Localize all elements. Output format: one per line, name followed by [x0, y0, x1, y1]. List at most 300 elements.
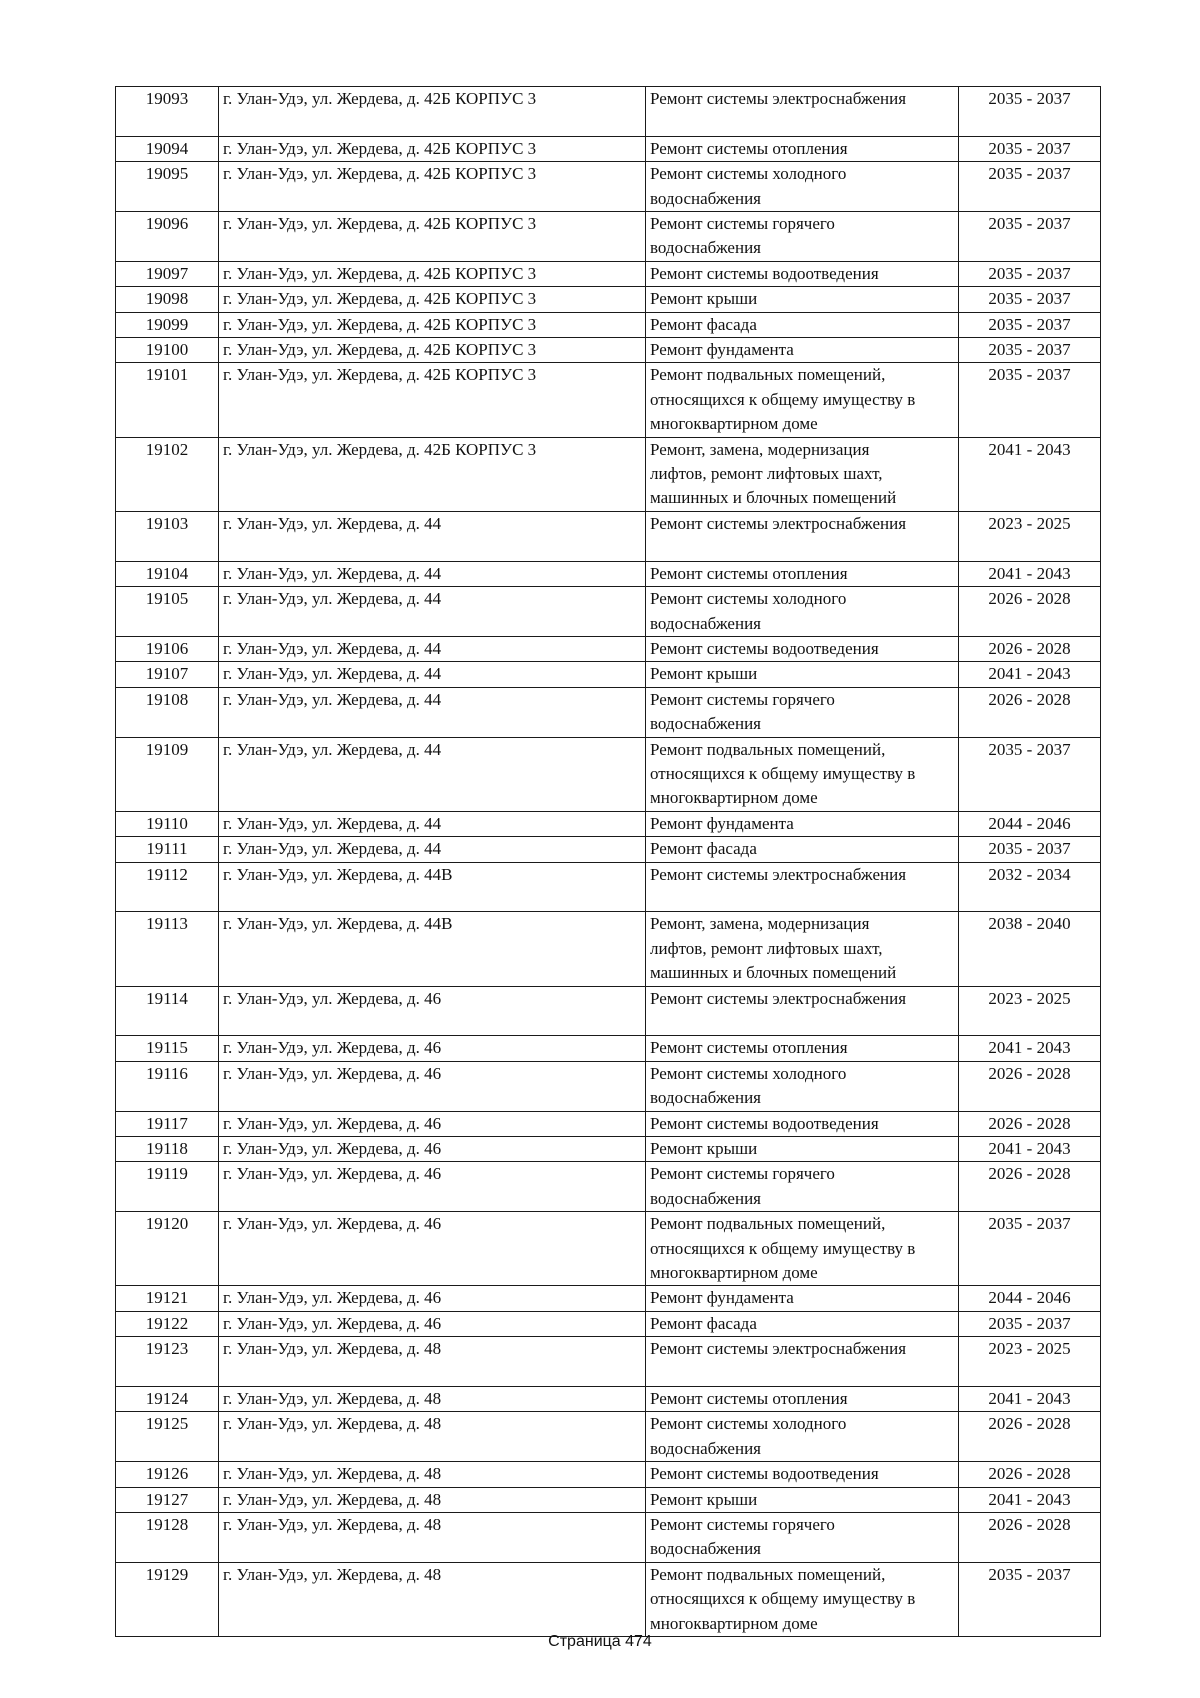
- period-text: 2035 - 2037: [988, 214, 1071, 234]
- work-type-cell: [646, 1387, 959, 1412]
- row-number-text: 19102: [145, 439, 189, 459]
- period-cell: [959, 912, 1101, 986]
- address-cell: [219, 1061, 646, 1111]
- row-number-cell: [116, 737, 219, 811]
- row-number-cell: [116, 1212, 219, 1286]
- address-text: г. Улан-Удэ, ул. Жердева, д. 46: [223, 1038, 442, 1058]
- row-number-cell: [116, 136, 219, 161]
- row-number-text: 19124: [145, 1389, 189, 1409]
- row-number-text: 19105: [145, 589, 189, 609]
- work-type-text: Ремонт системы водоотведения: [650, 1113, 879, 1133]
- address-cell: [219, 1311, 646, 1336]
- address-cell: [219, 811, 646, 836]
- address-text: г. Улан-Удэ, ул. Жердева, д. 46: [223, 1063, 442, 1083]
- work-type-text: Ремонт системы электроснабжения: [650, 513, 907, 533]
- row-number-text: 19094: [145, 138, 189, 158]
- period-text: 2035 - 2037: [988, 314, 1071, 334]
- address-text: г. Улан-Удэ, ул. Жердева, д. 48: [223, 1464, 442, 1484]
- row-number-text: 19129: [145, 1564, 189, 1584]
- period-cell: [959, 1311, 1101, 1336]
- period-cell: [959, 1061, 1101, 1111]
- row-number-cell: [116, 1562, 219, 1636]
- address-cell: [219, 312, 646, 337]
- address-cell: [219, 912, 646, 986]
- address-text: г. Улан-Удэ, ул. Жердева, д. 46: [223, 1139, 442, 1158]
- table-row: [116, 1487, 1101, 1512]
- repair-schedule-table: [115, 86, 1101, 1637]
- address-text: г. Улан-Удэ, ул. Жердева, д. 44: [223, 739, 442, 759]
- table-row: [116, 687, 1101, 737]
- work-type-cell: [646, 312, 959, 337]
- work-type-cell: [646, 587, 959, 637]
- address-text: г. Улан-Удэ, ул. Жердева, д. 48: [223, 1389, 442, 1409]
- work-type-cell: [646, 87, 959, 137]
- period-cell: [959, 811, 1101, 836]
- row-number-text: 19096: [145, 214, 189, 234]
- table-row: [116, 1462, 1101, 1487]
- address-cell: [219, 1387, 646, 1412]
- address-text: г. Улан-Удэ, ул. Жердева, д. 46: [223, 1313, 442, 1333]
- period-text: 2038 - 2040: [988, 914, 1071, 934]
- address-cell: [219, 1036, 646, 1061]
- work-type-text: Ремонт системы отопления: [650, 1389, 848, 1409]
- address-text: г. Улан-Удэ, ул. Жердева, д. 44: [223, 689, 442, 709]
- period-cell: [959, 212, 1101, 262]
- row-number-cell: [116, 1311, 219, 1336]
- period-text: 2035 - 2037: [988, 89, 1071, 108]
- table-row: [116, 811, 1101, 836]
- address-text: г. Улан-Удэ, ул. Жердева, д. 42Б КОРПУС 3: [223, 164, 537, 184]
- work-type-cell: [646, 737, 959, 811]
- work-type-text: Ремонт системы электроснабжения: [650, 988, 907, 1008]
- row-number-text: 19101: [145, 365, 189, 385]
- address-text: г. Улан-Удэ, ул. Жердева, д. 46: [223, 1288, 442, 1308]
- period-text: 2026 - 2028: [988, 1113, 1071, 1133]
- table-row: [116, 1212, 1101, 1286]
- work-type-text: Ремонт системы электроснабжения: [650, 1339, 907, 1359]
- address-text: г. Улан-Удэ, ул. Жердева, д. 44: [223, 589, 442, 609]
- row-number-text: 19117: [146, 1113, 188, 1133]
- row-number-text: 19099: [145, 314, 189, 334]
- work-type-cell: [646, 1412, 959, 1462]
- address-cell: [219, 511, 646, 561]
- address-cell: [219, 636, 646, 661]
- row-number-cell: [116, 312, 219, 337]
- period-cell: [959, 1513, 1101, 1563]
- table-row: [116, 1036, 1101, 1061]
- row-number-cell: [116, 212, 219, 262]
- table-row: [116, 1337, 1101, 1387]
- work-type-text: Ремонт системы электроснабжения: [650, 89, 907, 108]
- table-row: [116, 1111, 1101, 1136]
- work-type-cell: [646, 162, 959, 212]
- period-cell: [959, 1562, 1101, 1636]
- period-text: 2023 - 2025: [988, 513, 1071, 533]
- period-text: 2026 - 2028: [988, 1464, 1071, 1484]
- table-row: [116, 338, 1101, 363]
- row-number-cell: [116, 1387, 219, 1412]
- work-type-cell: [646, 1286, 959, 1311]
- table-row: [116, 636, 1101, 661]
- table-row: [116, 1061, 1101, 1111]
- period-text: 2035 - 2037: [988, 138, 1071, 158]
- work-type-cell: [646, 338, 959, 363]
- row-number-text: 19118: [146, 1139, 188, 1158]
- period-text: 2041 - 2043: [988, 1489, 1071, 1509]
- period-text: 2035 - 2037: [988, 1214, 1071, 1234]
- period-cell: [959, 862, 1101, 912]
- work-type-text: Ремонт системы холодного водоснабжения: [650, 1063, 847, 1108]
- work-type-cell: [646, 511, 959, 561]
- row-number-text: 19127: [145, 1489, 189, 1509]
- period-text: 2032 - 2034: [988, 864, 1071, 884]
- table-row: [116, 561, 1101, 586]
- work-type-cell: [646, 136, 959, 161]
- period-text: 2026 - 2028: [988, 589, 1071, 609]
- address-cell: [219, 1562, 646, 1636]
- row-number-text: 19121: [145, 1288, 189, 1308]
- work-type-cell: [646, 837, 959, 862]
- period-cell: [959, 1212, 1101, 1286]
- row-number-text: 19109: [145, 739, 189, 759]
- work-type-cell: [646, 912, 959, 986]
- work-type-text: Ремонт подвальных помещений, относящихся к общему имуществу в многоквартирном доме: [650, 365, 916, 434]
- period-cell: [959, 162, 1101, 212]
- period-text: 2041 - 2043: [988, 1038, 1071, 1058]
- period-text: 2035 - 2037: [988, 289, 1071, 309]
- work-type-cell: [646, 1337, 959, 1387]
- address-text: г. Улан-Удэ, ул. Жердева, д. 44: [223, 638, 442, 658]
- work-type-cell: [646, 862, 959, 912]
- address-cell: [219, 1487, 646, 1512]
- row-number-cell: [116, 1337, 219, 1387]
- address-cell: [219, 212, 646, 262]
- work-type-text: Ремонт системы водоотведения: [650, 263, 879, 283]
- row-number-text: 19107: [145, 664, 189, 684]
- row-number-cell: [116, 1036, 219, 1061]
- row-number-text: 19125: [145, 1414, 189, 1434]
- address-cell: [219, 437, 646, 511]
- row-number-text: 19100: [145, 340, 189, 360]
- row-number-text: 19110: [146, 813, 188, 833]
- work-type-cell: [646, 287, 959, 312]
- row-number-cell: [116, 511, 219, 561]
- address-cell: [219, 1162, 646, 1212]
- row-number-cell: [116, 811, 219, 836]
- address-cell: [219, 1412, 646, 1462]
- work-type-cell: [646, 1212, 959, 1286]
- address-cell: [219, 737, 646, 811]
- row-number-text: 19097: [145, 263, 189, 283]
- address-text: г. Улан-Удэ, ул. Жердева, д. 44: [223, 664, 442, 684]
- period-cell: [959, 1111, 1101, 1136]
- work-type-cell: [646, 1162, 959, 1212]
- address-text: г. Улан-Удэ, ул. Жердева, д. 42Б КОРПУС 3: [223, 138, 537, 158]
- period-cell: [959, 1036, 1101, 1061]
- table-row: [116, 87, 1101, 137]
- address-text: г. Улан-Удэ, ул. Жердева, д. 48: [223, 1414, 442, 1434]
- row-number-cell: [116, 862, 219, 912]
- period-text: 2035 - 2037: [988, 340, 1071, 360]
- work-type-cell: [646, 1562, 959, 1636]
- address-cell: [219, 662, 646, 687]
- period-text: 2044 - 2046: [988, 1288, 1071, 1308]
- period-text: 2023 - 2025: [988, 1339, 1071, 1359]
- address-cell: [219, 986, 646, 1036]
- work-type-text: Ремонт системы водоотведения: [650, 1464, 879, 1484]
- address-cell: [219, 1111, 646, 1136]
- row-number-cell: [116, 162, 219, 212]
- period-cell: [959, 1337, 1101, 1387]
- period-cell: [959, 561, 1101, 586]
- period-cell: [959, 837, 1101, 862]
- address-cell: [219, 1513, 646, 1563]
- row-number-text: 19126: [145, 1464, 189, 1484]
- table-row: [116, 511, 1101, 561]
- work-type-text: Ремонт системы холодного водоснабжения: [650, 1414, 847, 1458]
- period-text: 2035 - 2037: [988, 263, 1071, 283]
- table-row: [116, 1162, 1101, 1212]
- row-number-cell: [116, 1061, 219, 1111]
- address-text: г. Улан-Удэ, ул. Жердева, д. 44В: [223, 914, 453, 934]
- period-text: 2026 - 2028: [988, 638, 1071, 658]
- table-row: [116, 162, 1101, 212]
- address-cell: [219, 687, 646, 737]
- period-text: 2041 - 2043: [988, 1139, 1071, 1158]
- period-text: 2041 - 2043: [988, 563, 1071, 583]
- row-number-text: 19116: [146, 1063, 188, 1083]
- row-number-text: 19122: [145, 1313, 189, 1333]
- address-text: г. Улан-Удэ, ул. Жердева, д. 42Б КОРПУС 3: [223, 314, 537, 334]
- table-row: [116, 1513, 1101, 1563]
- period-cell: [959, 986, 1101, 1036]
- period-cell: [959, 687, 1101, 737]
- address-text: г. Улан-Удэ, ул. Жердева, д. 42Б КОРПУС 3: [223, 89, 537, 108]
- work-type-text: Ремонт системы горячего водоснабжения: [650, 689, 835, 734]
- row-number-text: 19123: [145, 1339, 189, 1359]
- row-number-cell: [116, 636, 219, 661]
- period-text: 2035 - 2037: [988, 1313, 1071, 1333]
- period-cell: [959, 87, 1101, 137]
- period-cell: [959, 437, 1101, 511]
- work-type-cell: [646, 687, 959, 737]
- row-number-cell: [116, 986, 219, 1036]
- period-cell: [959, 1162, 1101, 1212]
- row-number-text: 19103: [145, 513, 189, 533]
- row-number-text: 19113: [146, 914, 188, 934]
- work-type-cell: [646, 636, 959, 661]
- period-cell: [959, 1462, 1101, 1487]
- work-type-text: Ремонт фасада: [650, 1313, 757, 1333]
- period-text: 2041 - 2043: [988, 1389, 1071, 1409]
- address-text: г. Улан-Удэ, ул. Жердева, д. 46: [223, 1164, 442, 1184]
- row-number-cell: [116, 912, 219, 986]
- row-number-cell: [116, 87, 219, 137]
- row-number-cell: [116, 587, 219, 637]
- work-type-text: Ремонт крыши: [650, 1139, 758, 1158]
- row-number-text: 19095: [145, 164, 189, 184]
- work-type-cell: [646, 1036, 959, 1061]
- address-text: г. Улан-Удэ, ул. Жердева, д. 48: [223, 1489, 442, 1509]
- address-text: г. Улан-Удэ, ул. Жердева, д. 48: [223, 1515, 442, 1535]
- address-cell: [219, 837, 646, 862]
- table-row: [116, 862, 1101, 912]
- period-text: 2026 - 2028: [988, 1414, 1071, 1434]
- address-cell: [219, 136, 646, 161]
- table-row: [116, 912, 1101, 986]
- row-number-cell: [116, 287, 219, 312]
- period-text: 2035 - 2037: [988, 1564, 1071, 1584]
- address-cell: [219, 1337, 646, 1387]
- row-number-cell: [116, 687, 219, 737]
- row-number-cell: [116, 1162, 219, 1212]
- address-text: г. Улан-Удэ, ул. Жердева, д. 42Б КОРПУС 3: [223, 263, 537, 283]
- row-number-cell: [116, 662, 219, 687]
- work-type-text: Ремонт крыши: [650, 1489, 758, 1509]
- work-type-text: Ремонт подвальных помещений, относящихся к общему имуществу в многоквартирном доме: [650, 1564, 916, 1633]
- address-cell: [219, 261, 646, 286]
- period-text: 2026 - 2028: [988, 1063, 1071, 1083]
- address-text: г. Улан-Удэ, ул. Жердева, д. 42Б КОРПУС 3: [223, 365, 537, 385]
- period-cell: [959, 1412, 1101, 1462]
- period-cell: [959, 261, 1101, 286]
- work-type-text: Ремонт крыши: [650, 289, 758, 309]
- period-cell: [959, 1286, 1101, 1311]
- work-type-cell: [646, 1487, 959, 1512]
- row-number-text: 19112: [146, 864, 188, 884]
- row-number-text: 19111: [146, 839, 188, 859]
- period-cell: [959, 338, 1101, 363]
- work-type-cell: [646, 1311, 959, 1336]
- row-number-cell: [116, 1462, 219, 1487]
- work-type-cell: [646, 1111, 959, 1136]
- address-cell: [219, 1462, 646, 1487]
- row-number-cell: [116, 261, 219, 286]
- address-text: г. Улан-Удэ, ул. Жердева, д. 46: [223, 1214, 442, 1234]
- period-cell: [959, 136, 1101, 161]
- address-cell: [219, 87, 646, 137]
- work-type-text: Ремонт системы отопления: [650, 563, 848, 583]
- work-type-cell: [646, 1462, 959, 1487]
- address-text: г. Улан-Удэ, ул. Жердева, д. 44В: [223, 864, 453, 884]
- work-type-text: Ремонт, замена, модернизация лифтов, ремонт лифтовых шахт, машинных и блочных помещений: [650, 439, 897, 508]
- work-type-text: Ремонт системы водоотведения: [650, 638, 879, 658]
- row-number-cell: [116, 1513, 219, 1563]
- period-text: 2035 - 2037: [988, 365, 1071, 385]
- row-number-cell: [116, 1487, 219, 1512]
- period-text: 2035 - 2037: [988, 739, 1071, 759]
- address-text: г. Улан-Удэ, ул. Жердева, д. 42Б КОРПУС 3: [223, 439, 537, 459]
- table-row: [116, 212, 1101, 262]
- table-row: [116, 363, 1101, 437]
- row-number-cell: [116, 1412, 219, 1462]
- address-cell: [219, 561, 646, 586]
- table-row: [116, 737, 1101, 811]
- page-number: Страница 474: [548, 1633, 652, 1650]
- work-type-text: Ремонт системы горячего водоснабжения: [650, 1164, 835, 1208]
- table-row: [116, 287, 1101, 312]
- work-type-text: Ремонт подвальных помещений, относящихся к общему имуществу в многоквартирном доме: [650, 739, 916, 808]
- period-cell: [959, 1387, 1101, 1412]
- table-row: [116, 837, 1101, 862]
- period-text: 2026 - 2028: [988, 1515, 1071, 1535]
- period-text: 2035 - 2037: [988, 164, 1071, 184]
- row-number-cell: [116, 1286, 219, 1311]
- address-text: г. Улан-Удэ, ул. Жердева, д. 46: [223, 1113, 442, 1133]
- work-type-cell: [646, 261, 959, 286]
- work-type-text: Ремонт фундамента: [650, 1288, 794, 1308]
- work-type-text: Ремонт системы горячего водоснабжения: [650, 214, 835, 258]
- work-type-cell: [646, 1061, 959, 1111]
- period-text: 2023 - 2025: [988, 988, 1071, 1008]
- row-number-cell: [116, 837, 219, 862]
- work-type-text: Ремонт системы отопления: [650, 1038, 848, 1058]
- work-type-cell: [646, 986, 959, 1036]
- address-cell: [219, 1286, 646, 1311]
- work-type-cell: [646, 662, 959, 687]
- table-row: [116, 1387, 1101, 1412]
- work-type-text: Ремонт фасада: [650, 839, 757, 859]
- work-type-text: Ремонт системы холодного водоснабжения: [650, 589, 847, 633]
- address-text: г. Улан-Удэ, ул. Жердева, д. 46: [223, 988, 442, 1008]
- address-text: г. Улан-Удэ, ул. Жердева, д. 42Б КОРПУС 3: [223, 214, 537, 234]
- work-type-cell: [646, 1513, 959, 1563]
- work-type-text: Ремонт системы отопления: [650, 138, 848, 158]
- period-text: 2026 - 2028: [988, 689, 1071, 709]
- period-cell: [959, 1137, 1101, 1162]
- table-row: [116, 1562, 1101, 1636]
- period-text: 2041 - 2043: [988, 439, 1071, 459]
- work-type-text: Ремонт фундамента: [650, 813, 794, 833]
- table-row: [116, 261, 1101, 286]
- work-type-text: Ремонт крыши: [650, 664, 758, 684]
- table-row: [116, 662, 1101, 687]
- row-number-cell: [116, 561, 219, 586]
- work-type-text: Ремонт системы горячего водоснабжения: [650, 1515, 835, 1559]
- address-cell: [219, 1137, 646, 1162]
- table-body: [116, 87, 1101, 1637]
- table-row: [116, 1137, 1101, 1162]
- address-text: г. Улан-Удэ, ул. Жердева, д. 44: [223, 513, 442, 533]
- table-row: [116, 437, 1101, 511]
- address-cell: [219, 862, 646, 912]
- row-number-text: 19104: [145, 563, 189, 583]
- row-number-cell: [116, 338, 219, 363]
- table-row: [116, 1412, 1101, 1462]
- work-type-text: Ремонт системы электроснабжения: [650, 864, 907, 884]
- period-cell: [959, 511, 1101, 561]
- row-number-text: 19098: [145, 289, 189, 309]
- period-cell: [959, 287, 1101, 312]
- work-type-text: Ремонт фундамента: [650, 340, 794, 360]
- address-cell: [219, 363, 646, 437]
- period-cell: [959, 312, 1101, 337]
- period-cell: [959, 636, 1101, 661]
- row-number-text: 19114: [146, 988, 188, 1008]
- row-number-text: 19093: [145, 89, 189, 108]
- address-text: г. Улан-Удэ, ул. Жердева, д. 44: [223, 813, 442, 833]
- row-number-text: 19115: [146, 1038, 188, 1058]
- table-row: [116, 1286, 1101, 1311]
- period-cell: [959, 363, 1101, 437]
- row-number-text: 19108: [145, 689, 189, 709]
- period-cell: [959, 662, 1101, 687]
- period-cell: [959, 1487, 1101, 1512]
- row-number-text: 19120: [145, 1214, 189, 1234]
- row-number-cell: [116, 437, 219, 511]
- work-type-text: Ремонт подвальных помещений, относящихся к общему имуществу в многоквартирном доме: [650, 1214, 916, 1283]
- work-type-text: Ремонт системы холодного водоснабжения: [650, 164, 847, 208]
